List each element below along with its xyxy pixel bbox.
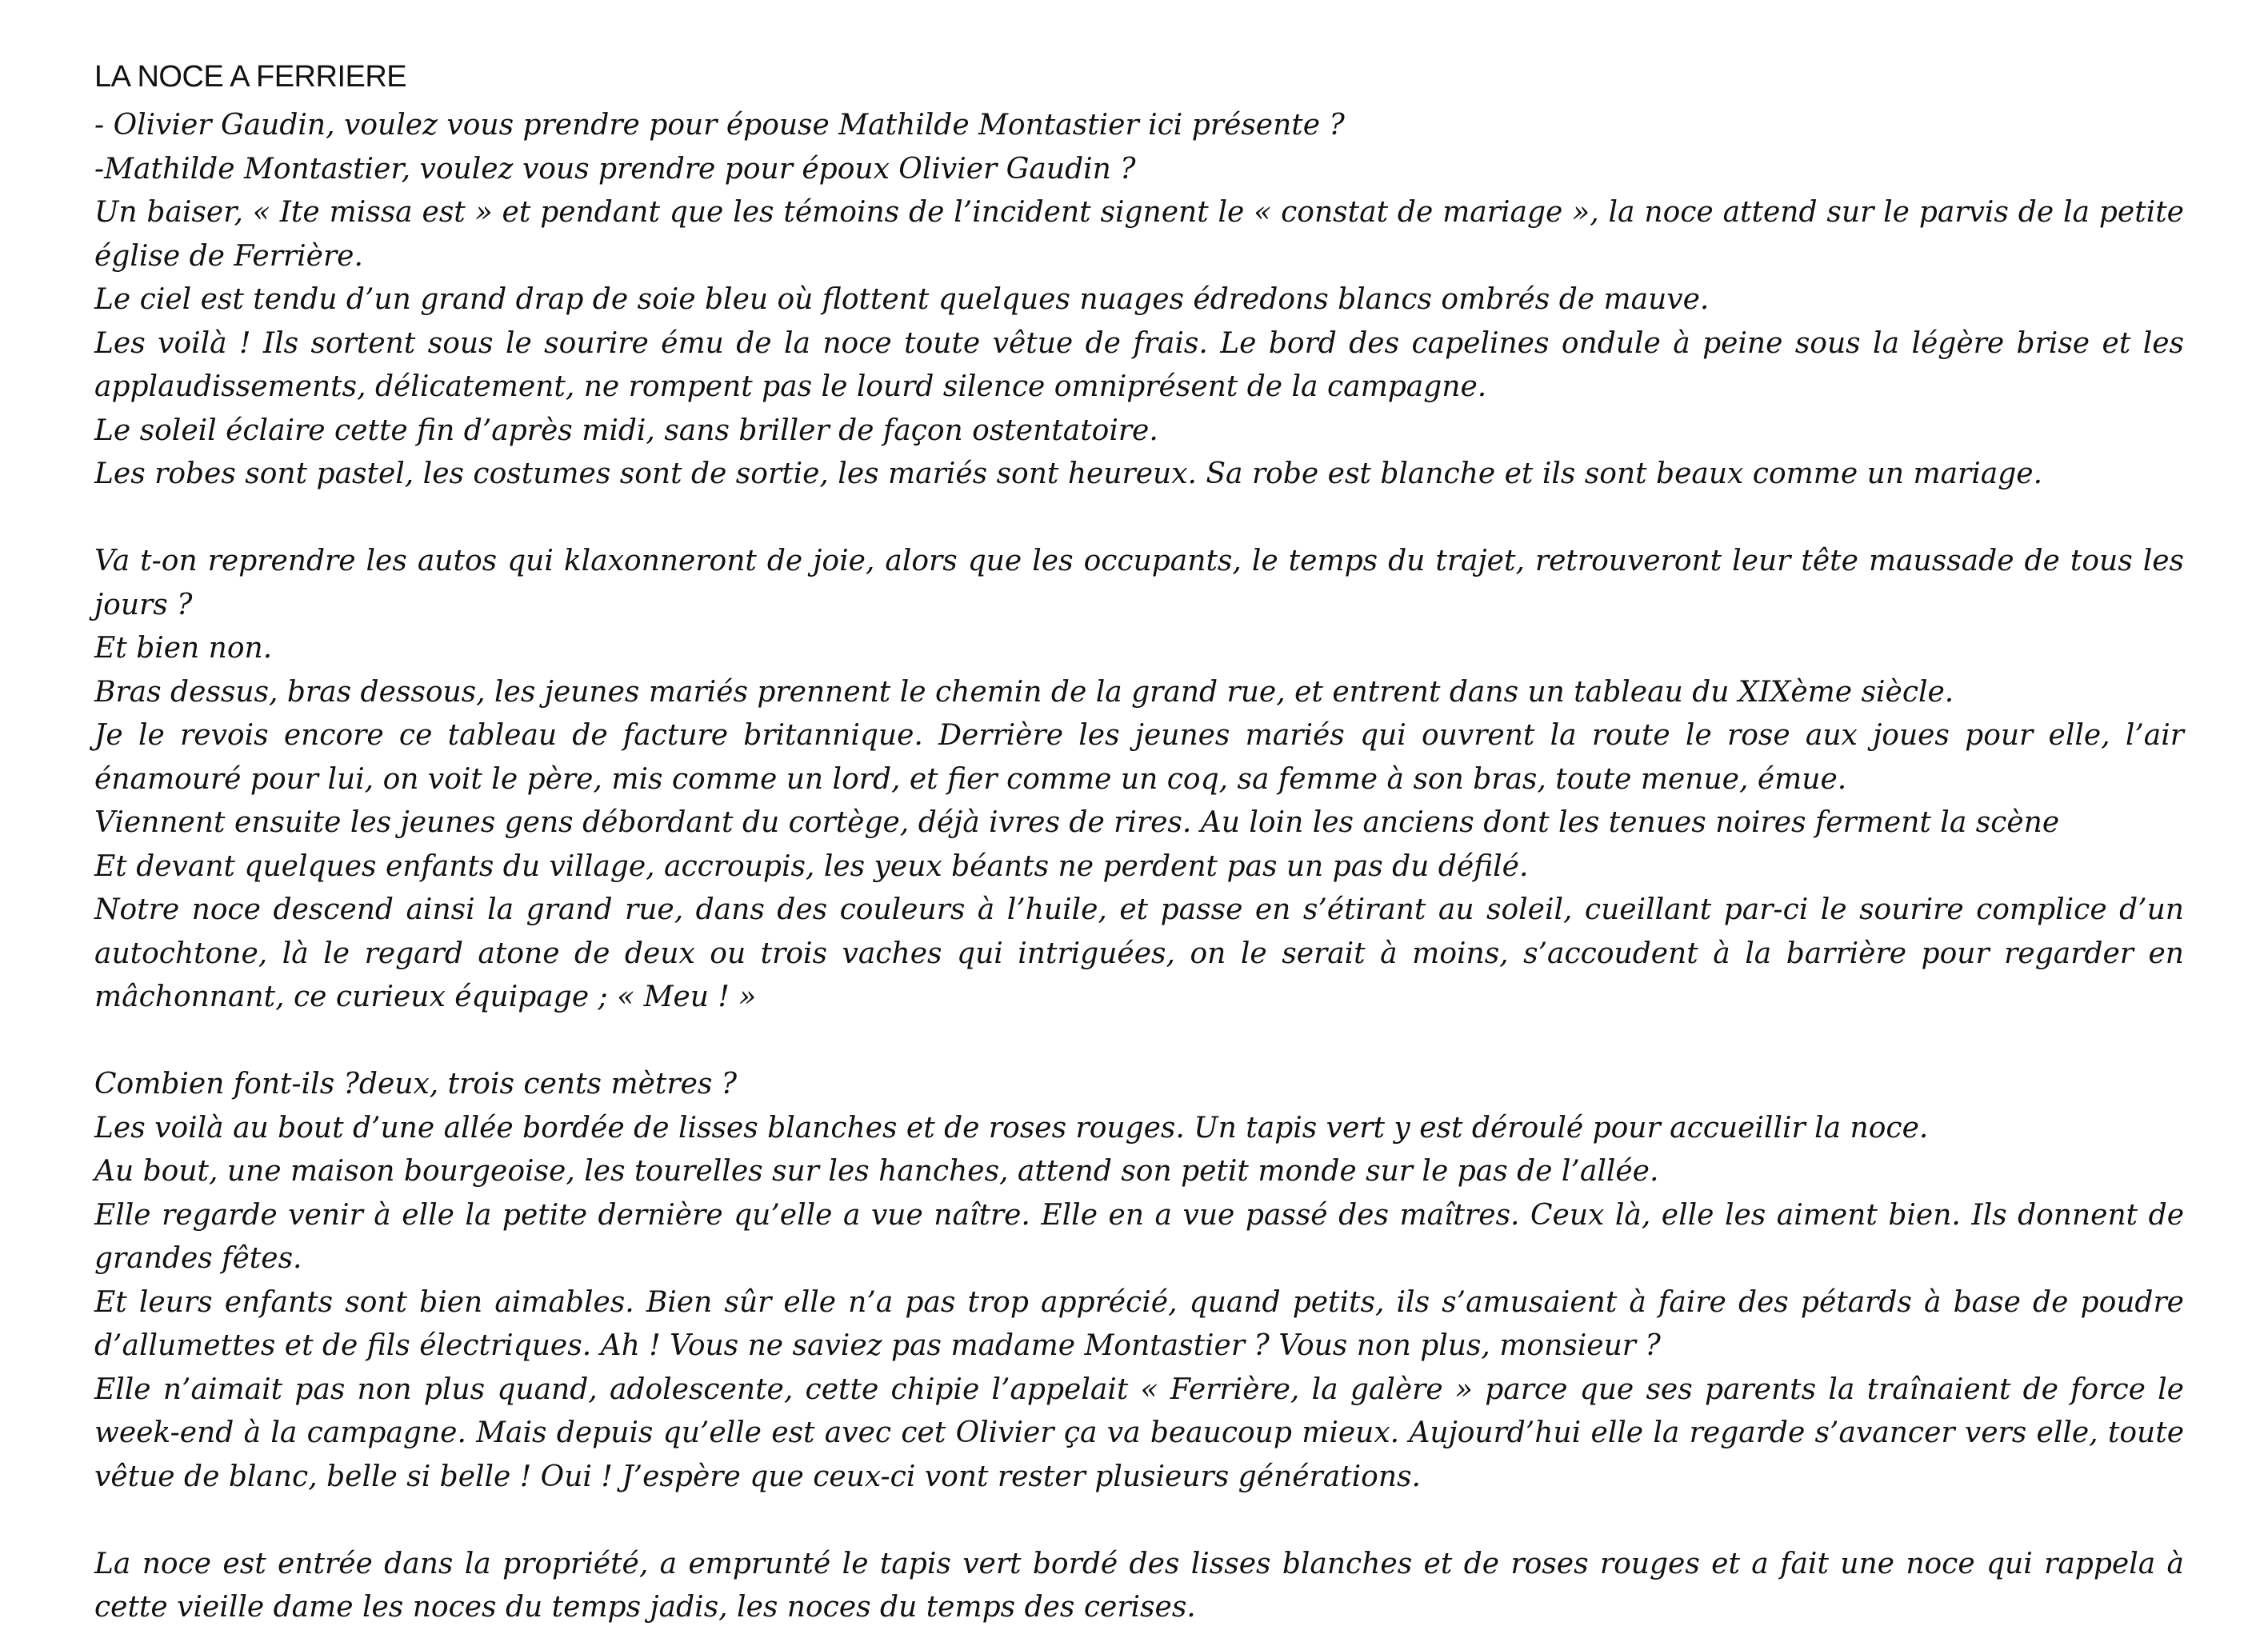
paragraph-dresses: Les robes sont pastel, les costumes sont de sortie, les mariés sont heureux. Sa robe est blanche et ils sont beaux comme un mariage. xyxy=(94,457,2043,490)
paragraph-gap xyxy=(94,1020,2184,1064)
document-title: LA NOCE A FERRIERE xyxy=(94,60,407,94)
paragraph-ending: La noce est entrée dans la propriété, a emprunté le tapis vert bordé des lisses blanches et de roses rouges et a fait une noce qui rappela à cette vieille dame les noces du temps jadis, les noces du temps des cerises. xyxy=(94,1547,2184,1624)
paragraph-young-people: Viennent ensuite les jeunes gens débordant du cortège, déjà ivres de rires. Au loin les anciens dont les tenues noires ferment la scène xyxy=(94,806,2060,839)
paragraph-gap xyxy=(94,497,2184,541)
paragraph-house: Au bout, une maison bourgeoise, les tourelles sur les hanches, attend son petit monde sur le pas de l’allée. xyxy=(94,1155,1659,1188)
paragraph-children-fireworks: Et leurs enfants sont bien aimables. Bien sûr elle n’a pas trop apprécié, quand petits, ils s’amusaient à faire des pétards à base de poudre d’allumettes et de fils électriques. Ah ! Vous ne saviez pas madame Montastier ? Vous non plus, monsieur ? xyxy=(94,1285,2184,1362)
paragraph-distance: Combien font-ils ?deux, trois cents mètres ? xyxy=(94,1068,738,1101)
paragraph-no: Et bien non. xyxy=(94,632,273,665)
paragraph-sky: Le ciel est tendu d’un grand drap de soie bleu où flottent quelques nuages édredons blancs ombrés de mauve. xyxy=(94,283,1710,316)
paragraph-question-groom: - Olivier Gaudin, voulez vous prendre pour épouse Mathilde Montastier ici présente ? xyxy=(94,109,1345,142)
paragraph-alley: Les voilà au bout d’une allée bordée de lisses blanches et de roses rouges. Un tapis vert y est déroulé pour accueillir la noce. xyxy=(94,1111,1929,1145)
paragraph-teenager: Elle n’aimait pas non plus quand, adolescente, cette chipie l’appelait « Ferrière, la galère » parce que ses parents la traînaient de force le week-end à la campagne. Mais depuis qu’elle est avec cet Olivier ça va beaucoup mieux. Aujourd’hui elle la regarde s’avancer vers elle, toute vêtue de blanc, belle si belle ! Oui ! J’espère que ceux-ci vont rester plusieurs générations. xyxy=(94,1372,2184,1493)
paragraph-procession: Notre noce descend ainsi la grand rue, dans des couleurs à l’huile, et passe en s’étirant au soleil, cueillant par-ci le sourire complice d’un autochtone, là le regard atone de deux ou trois vaches qui intriguées, on le serait à moins, s’accoudent à la barrière pour regarder en mâchonnant, ce curieux équipage ; « Meu ! » xyxy=(94,893,2184,1013)
paragraph-painting: Je le revois encore ce tableau de facture britannique. Derrière les jeunes mariés qui ouvrent la route le rose aux joues pour elle, l’air énamouré pour lui, on voit le père, mis comme un lord, et fier comme un coq, sa femme à son bras, toute menue, émue. xyxy=(94,719,2184,796)
paragraph-sun: Le soleil éclaire cette fin d’après midi, sans briller de façon ostentatoire. xyxy=(94,413,1158,447)
paragraph-question-bride: -Mathilde Montastier, voulez vous prendre pour époux Olivier Gaudin ? xyxy=(94,152,1136,186)
paragraph-arm-in-arm: Bras dessus, bras dessous, les jeunes mariés prennent le chemin de la grand rue, et entrent dans un tableau du XIXème siècle. xyxy=(94,675,1954,709)
paragraph-exit: Les voilà ! Ils sortent sous le sourire ému de la noce toute vêtue de frais. Le bord des capelines ondule à peine sous la légère brise et les applaudissements, délicatement, ne rompent pas le lourd silence omniprésent de la campagne. xyxy=(94,326,2184,403)
paragraph-cars: Va t-on reprendre les autos qui klaxonneront de joie, alors que les occupants, le temps du trajet, retrouveront leur tête maussade de tous les jours ? xyxy=(94,545,2184,621)
paragraph-house-watches: Elle regarde venir à elle la petite dernière qu’elle a vue naître. Elle en a vue passé des maîtres. Ceux là, elle les aiment bien. Ils donnent de grandes fêtes. xyxy=(94,1198,2184,1275)
document-page xyxy=(94,54,2184,1630)
paragraph-children: Et devant quelques enfants du village, accroupis, les yeux béants ne perdent pas un pas du défilé. xyxy=(94,849,1529,883)
paragraph-gap xyxy=(94,1499,2184,1543)
paragraph-kiss: Un baiser, « Ite missa est » et pendant que les témoins de l’incident signent le « constat de mariage », la noce attend sur le parvis de la petite église de Ferrière. xyxy=(94,196,2184,273)
